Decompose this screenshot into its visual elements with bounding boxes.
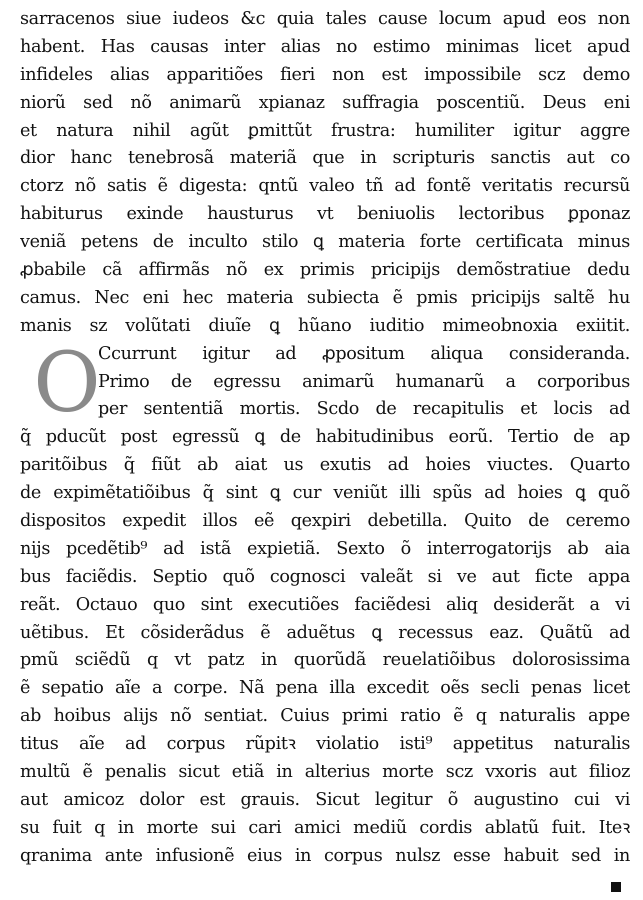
text-line: dispositos expedit illos eẽ qexpiri debetilla. Quito de ceremo — [20, 511, 630, 532]
text-line: ꝓbabile cã affirmãs nõ ex primis pricipijs demõstratiue dedu — [20, 260, 630, 281]
text-line: paritõibus q̃ fiũt ab aiat us exutis ad hoies viuctes. Quarto — [20, 455, 630, 476]
text-line: dior hanc tenebrosã materiã que in scripturis sanctis aut co — [20, 148, 630, 169]
text-line: Ccurrunt igitur ad ꝓpositum aliqua consideranda. — [98, 343, 630, 364]
text-line: multũ ẽ penalis sicut etiã in alterius morte scz vxoris aut filioz — [20, 762, 630, 783]
drop-cap-letter: O — [33, 336, 101, 431]
text-line: de expimẽtatiõibus q̃ sint ꝗ cur veniũt illi spũs ad hoies ꝗ quõ — [20, 483, 630, 504]
text-line: veniã petens de inculto stilo ꝗ materia forte certificata minus — [20, 232, 630, 253]
text-line: sarracenos siue iudeos &c quia tales cause locum apud eos non — [20, 9, 630, 29]
text-line: q̃ pducũt post egressũ ꝗ de habitudinibus eorũ. Tertio de ap — [20, 427, 630, 448]
text-line: manis sz volũtati diuĩe ꝗ hũano iuditio mimeobnoxia exiitit. — [20, 315, 630, 336]
text-line: habent. Has causas inter alias no estimo minimas licet apud — [20, 36, 630, 57]
text-line: niorũ sed nõ animarũ xpianaz suffragia poscentiũ. Deus eni — [20, 92, 630, 113]
text-line: et natura nihil agũt ꝑmittũt frustra: humiliter igitur aggre — [20, 120, 630, 141]
text-line: ẽ sepatio aĩe a corpe. Nã pena illa excedit oẽs secli penas licet — [20, 678, 630, 699]
text-line: bus faciẽdis. Septio quõ cognosci valeãt si ve aut ficte appa — [20, 566, 630, 587]
page-mark — [611, 882, 621, 892]
text-line: ctorz nõ satis ẽ digesta: qntũ valeo tñ ad fontẽ veritatis recursũ — [20, 176, 630, 197]
text-line: infideles alias apparitiões fieri non est impossibile scz demo — [20, 64, 630, 85]
text-line: nijs pcedẽtib⁹ ad istã expietiã. Sexto õ interrogatorijs ab aia — [20, 538, 630, 559]
text-line: reãt. Octauo quo sint executiões faciẽdesi aliq desiderãt a vi — [20, 594, 630, 615]
text-line: ab hoibus alijs nõ sentiat. Cuius primi ratio ẽ q naturalis appe — [20, 706, 630, 727]
text-line: uẽtibus. Et cõsiderãdus ẽ aduẽtus ꝗ recessus eaz. Quãtũ ad — [20, 622, 630, 643]
text-line: Primo de egressu animarũ humanarũ a corporibus — [98, 371, 630, 392]
text-line: aut amicoz dolor est grauis. Sicut legitur õ augustino cui vi — [20, 789, 630, 810]
text-line: qranima ante infusionẽ eius in corpus nulsz esse habuit sed in — [20, 845, 630, 866]
text-line: camus. Nec eni hec materia subiecta ẽ pmis pricipijs saltẽ hu — [20, 287, 630, 308]
text-block — [20, 6, 630, 871]
text-line: titus aĩe ad corpus rũpitꝛ violatio isti⁹ appetitus naturalis — [20, 734, 630, 755]
text-line: pmũ sciẽdũ q vt patz in quorũdã reuelatiõibus dolorosissima — [20, 650, 630, 671]
text-line: habiturus exinde hausturus vt beniuolis lectoribus ꝑponaz — [20, 204, 630, 225]
text-line: su fuit q in morte sui cari amici mediũ cordis ablatũ fuit. Iteꝛ — [20, 817, 630, 838]
text-line: per sententiã mortis. Scdo de recapitulis et locis ad — [98, 399, 630, 420]
